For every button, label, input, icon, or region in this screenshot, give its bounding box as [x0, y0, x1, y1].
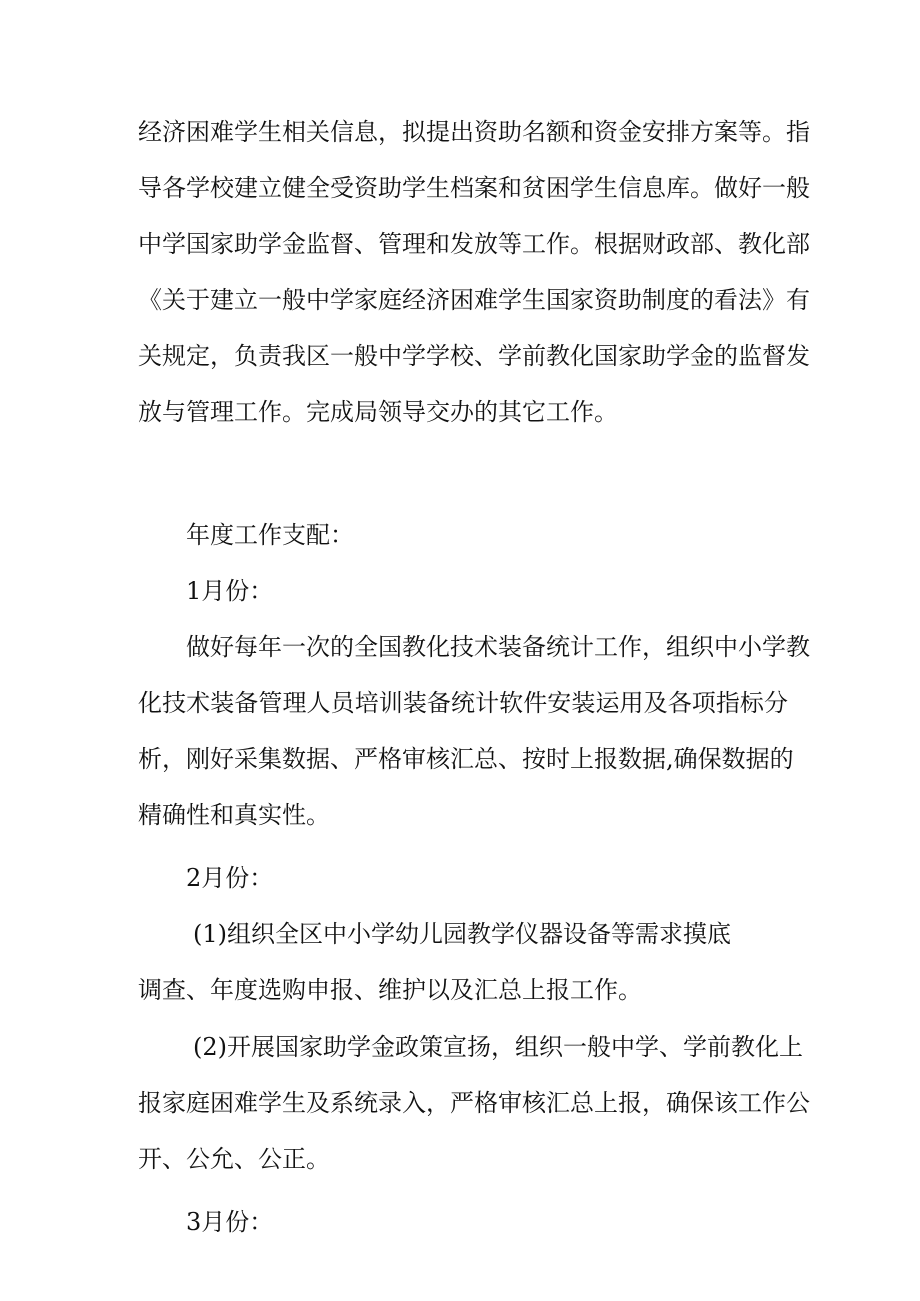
paragraph-line: 化技术装备管理人员培训装备统计软件安装运用及各项指标分	[138, 689, 788, 717]
month-heading: 3月份：	[186, 1208, 274, 1236]
paragraph-line: 精确性和真实性。	[138, 801, 330, 829]
month-heading: 2月份：	[186, 864, 274, 892]
paragraph-line: 关规定，负责我区一般中学学校、学前教化国家助学金的监督发	[138, 342, 810, 370]
list-item-line: (1)组织全区中小学幼儿园教学仪器设备等需求摸底	[193, 920, 731, 948]
list-item-line: 调查、年度选购申报、维护以及汇总上报工作。	[138, 976, 642, 1004]
list-item-line: 报家庭困难学生及系统录入，严格审核汇总上报，确保该工作公	[138, 1089, 810, 1117]
month-heading: 1月份：	[186, 577, 274, 605]
paragraph-line: 放与管理工作。完成局领导交办的其它工作。	[138, 398, 618, 426]
paragraph-line: 做好每年一次的全国教化技术装备统计工作，组织中小学教	[186, 633, 810, 661]
paragraph-line: 析，刚好采集数据、严格审核汇总、按时上报数据,确保数据的	[138, 745, 794, 773]
list-item-line: (2)开展国家助学金政策宣扬，组织一般中学、学前教化上	[193, 1033, 803, 1061]
list-item-line: 开、公允、公正。	[138, 1145, 330, 1173]
section-heading: 年度工作支配：	[186, 521, 354, 549]
paragraph-line: 中学国家助学金监督、管理和发放等工作。根据财政部、教化部	[138, 230, 810, 258]
paragraph-line: 导各学校建立健全受资助学生档案和贫困学生信息库。做好一般	[138, 174, 810, 202]
paragraph-line: 《关于建立一般中学家庭经济困难学生国家资助制度的看法》有	[138, 286, 810, 314]
paragraph-line: 经济困难学生相关信息，拟提出资助名额和资金安排方案等。指	[138, 118, 810, 146]
